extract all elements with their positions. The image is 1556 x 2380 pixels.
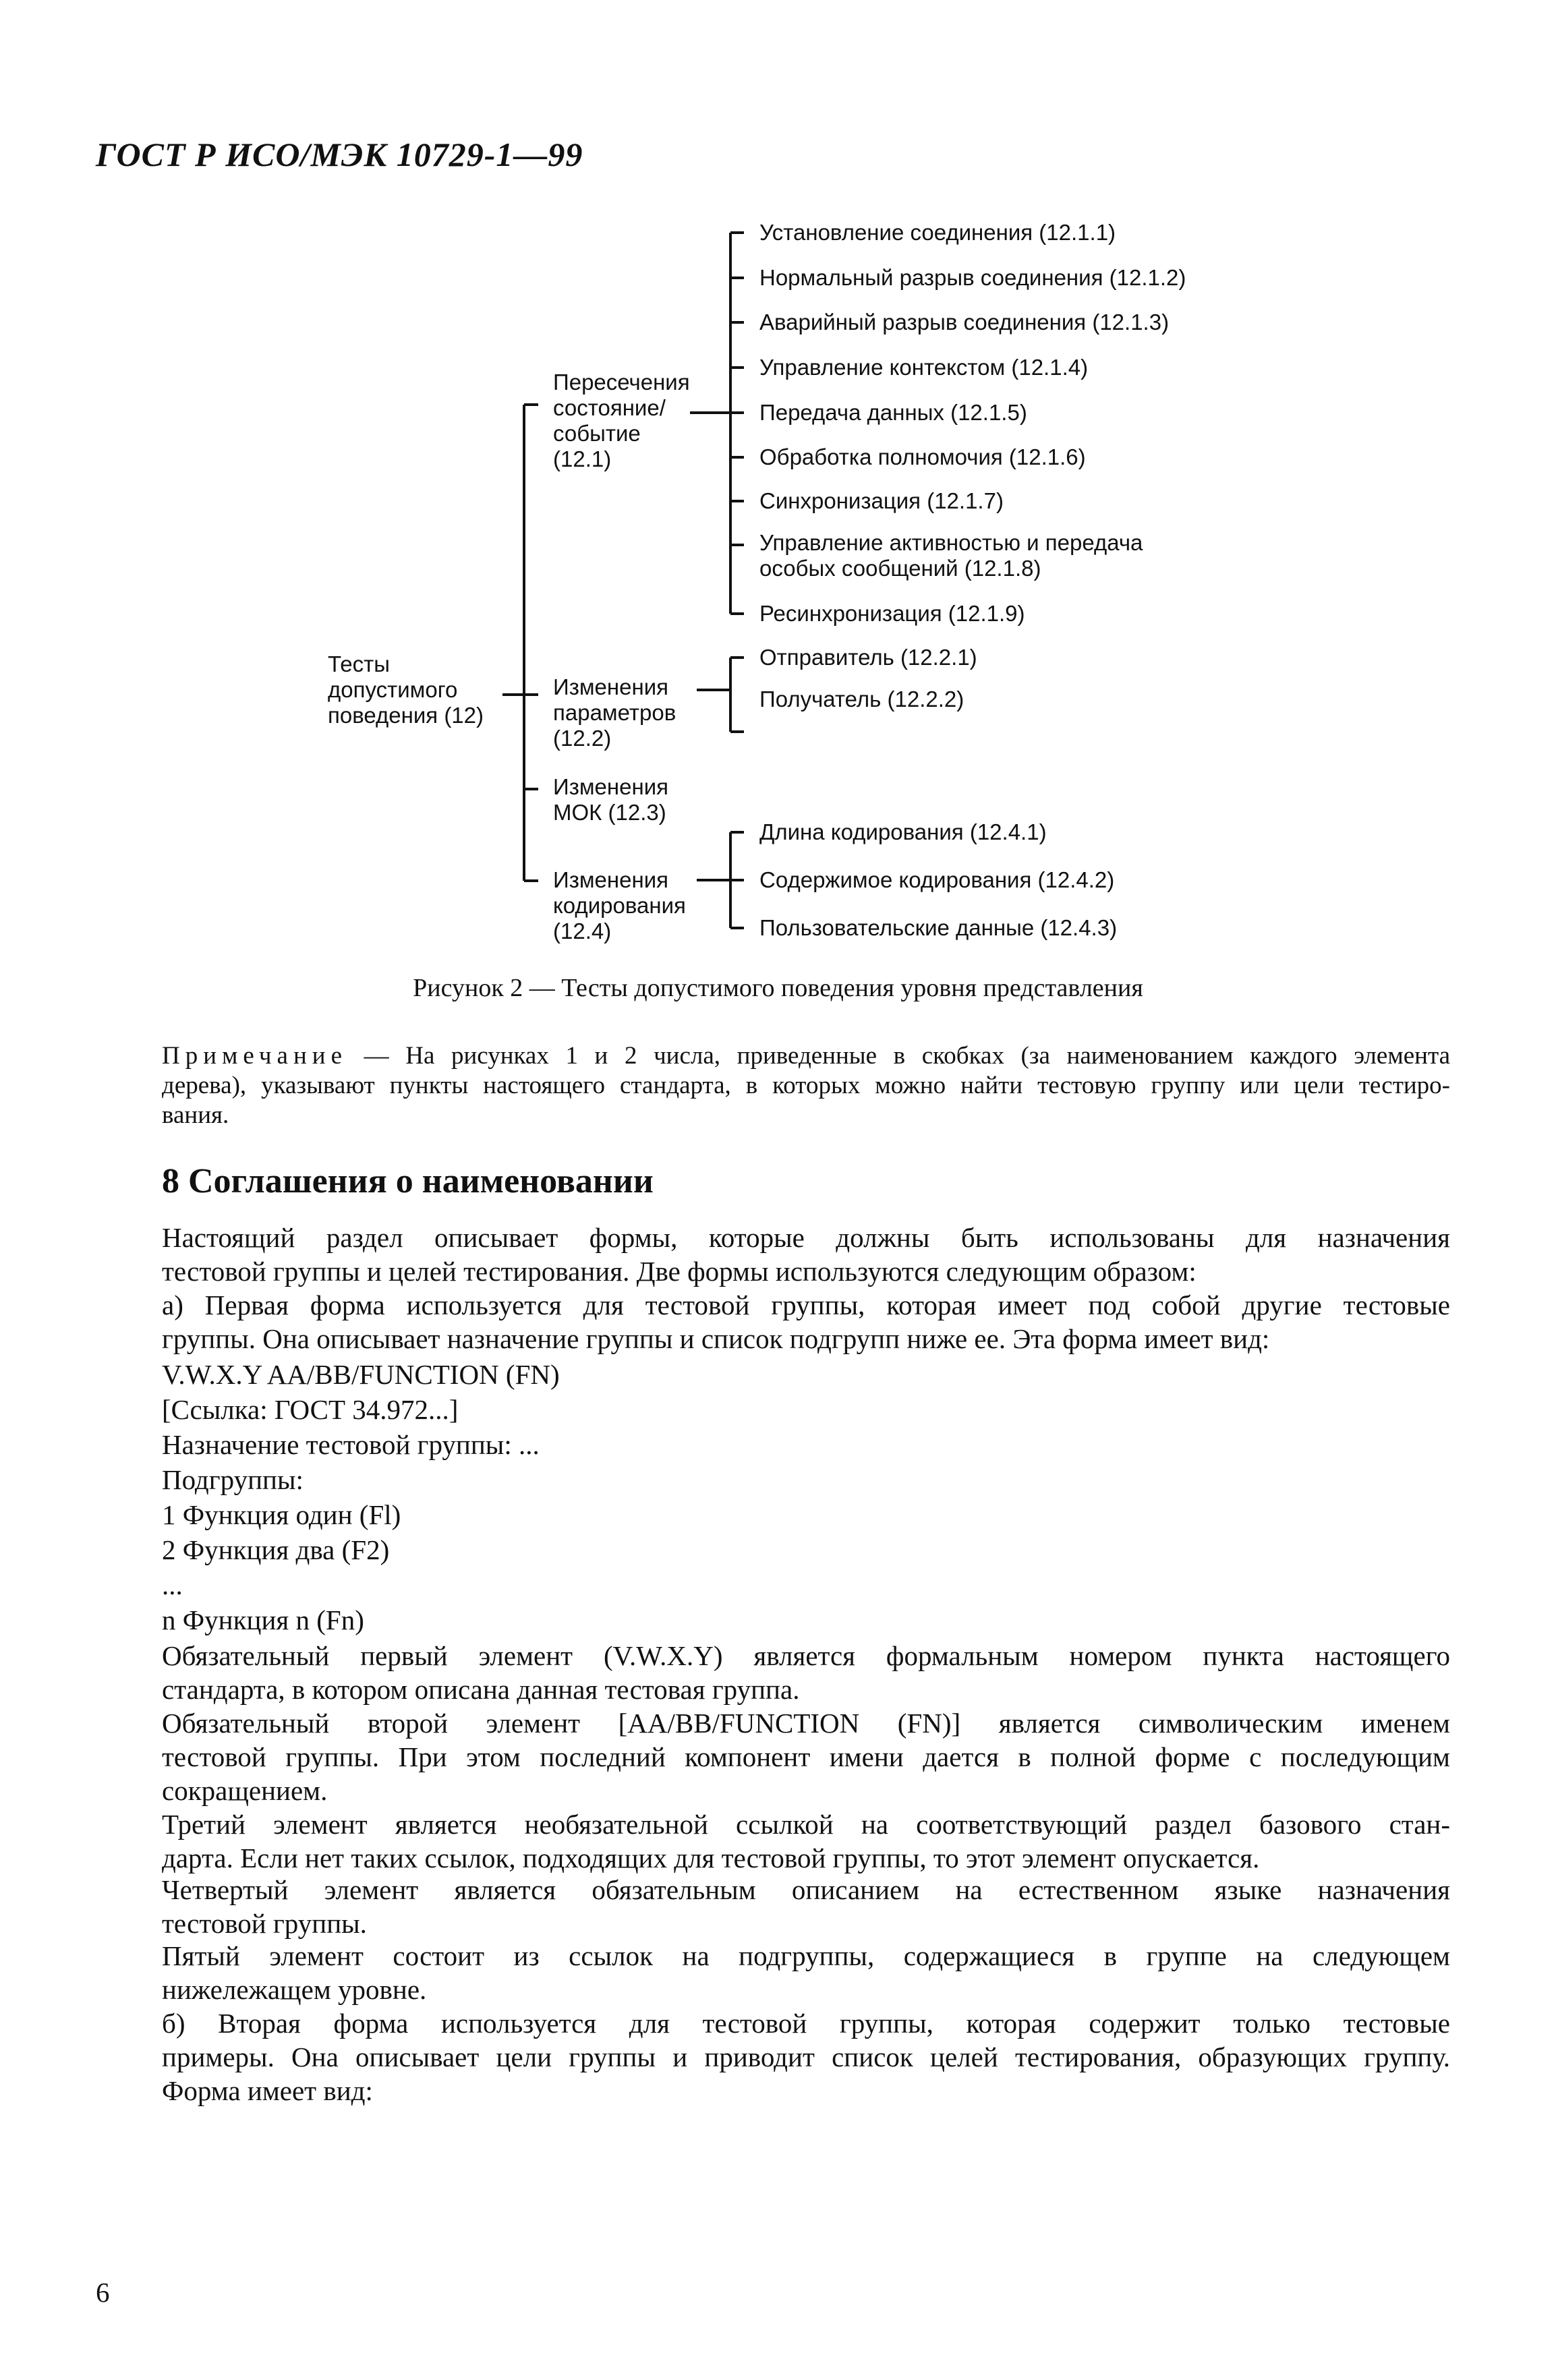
form-line: ... <box>162 1569 183 1600</box>
note-line-1: Примечание — На рисунках 1 и 2 числа, приведенные в скобках (за наименованием каждого элемента <box>162 1042 1451 1070</box>
note-line-2: дерева), указывают пункты настоящего стандарта, в которых можно найти тестовую группу или цели тестиро- <box>162 1072 1450 1099</box>
paragraph-form-b <box>162 2006 1450 2108</box>
tree-node-12-1: Пересечения состояние/ событие (12.1) <box>553 370 690 471</box>
tree-leaf-12-1-6: Обработка полномочия (12.1.6) <box>759 444 1086 469</box>
paragraph-third-element <box>162 1807 1450 1875</box>
tree-leaf-12-1-8: Управление активностью и передача особых сообщений (12.1.8) <box>759 530 1143 581</box>
paragraph-line: тестовой группы. При этом последний компонент имени дается в полной форме с последующим <box>162 1741 1450 1772</box>
paragraph-line: Третий элемент является необязательной ссылкой на соответствующий раздел базового стан- <box>162 1809 1450 1840</box>
document-header: ГОСТ Р ИСО/МЭК 10729-1—99 <box>96 136 583 173</box>
tree-leaf-12-1-9: Ресинхронизация (12.1.9) <box>759 601 1025 626</box>
tree-leaf-12-4-1: Длина кодирования (12.4.1) <box>759 819 1047 844</box>
paragraph-line: дарта. Если нет таких ссылок, подходящих для тестовой группы, то этот элемент опускается. <box>162 1842 1260 1874</box>
tree-leaf-12-1-5: Передача данных (12.1.5) <box>759 400 1027 425</box>
paragraph-line: сокращением. <box>162 1775 328 1806</box>
tree-leaf-12-1-7: Синхронизация (12.1.7) <box>759 488 1004 513</box>
tree-leaf-12-2-2: Получатель (12.2.2) <box>759 687 964 712</box>
paragraph-line: Обязательный второй элемент [AA/BB/FUNCTION (FN)] является символическим именем <box>162 1708 1450 1739</box>
paragraph-line: Обязательный первый элемент (V.W.X.Y) является формальным номером пункта настоящего <box>162 1640 1450 1671</box>
paragraph-line: тестовой группы. <box>162 1908 367 1939</box>
tree-leaf-12-1-4: Управление контекстом (12.1.4) <box>759 355 1089 380</box>
tree-leaf-12-4-2: Содержимое кодирования (12.4.2) <box>759 867 1115 892</box>
form-line: Подгруппы: <box>162 1464 304 1495</box>
paragraph-first-element <box>162 1639 1450 1706</box>
form-line: Назначение тестовой группы: ... <box>162 1429 540 1460</box>
figure-note <box>162 1041 1450 1130</box>
paragraph-line: а) Первая форма используется для тестовой группы, которая имеет под собой другие тестовые <box>162 1289 1450 1320</box>
paragraph-line: Форма имеет вид: <box>162 2075 373 2106</box>
tree-root-node: Тесты допустимого поведения (12) <box>328 651 484 728</box>
paragraph-line: стандарта, в котором описана данная тестовая группа. <box>162 1674 800 1705</box>
paragraph-intro <box>162 1221 1450 1288</box>
form-line: V.W.X.Y AA/BB/FUNCTION (FN) <box>162 1359 560 1390</box>
tree-connector-lines <box>0 0 1556 958</box>
paragraph-line: группы. Она описывает назначение группы и список подгрупп ниже ее. Эта форма имеет вид: <box>162 1323 1270 1354</box>
paragraph-line: Четвертый элемент является обязательным описанием на естественном языке назначения <box>162 1874 1450 1905</box>
tree-leaf-12-4-3: Пользовательские данные (12.4.3) <box>759 915 1118 940</box>
page-number: 6 <box>96 2277 110 2308</box>
paragraph-line: тестовой группы и целей тестирования. Две формы используются следующим образом: <box>162 1256 1197 1287</box>
paragraph-line: б) Вторая форма используется для тестовой группы, которая содержит только тестовые <box>162 2008 1450 2039</box>
form-line: [Ссылка: ГОСТ 34.972...] <box>162 1394 459 1425</box>
figure-caption: Рисунок 2 — Тесты допустимого поведения уровня представления <box>413 974 1143 1002</box>
tree-node-12-4: Изменения кодирования (12.4) <box>553 867 686 944</box>
paragraph-fifth-element <box>162 1939 1450 2006</box>
paragraph-line: нижележащем уровне. <box>162 1974 427 2005</box>
tree-leaf-12-2-1: Отправитель (12.2.1) <box>759 645 977 670</box>
paragraph-second-element <box>162 1706 1450 1807</box>
form-a-template <box>162 1357 560 1637</box>
paragraph-line: примеры. Она описывает цели группы и приводит список целей тестирования, образующих группу. <box>162 2041 1450 2072</box>
tree-leaf-12-1-1: Установление соединения (12.1.1) <box>759 220 1116 245</box>
note-label: Примечание <box>162 1042 347 1070</box>
tree-leaf-12-1-3: Аварийный разрыв соединения (12.1.3) <box>759 310 1170 335</box>
paragraph-line: Настоящий раздел описывает формы, которые должны быть использованы для назначения <box>162 1222 1450 1253</box>
form-line: 2 Функция два (F2) <box>162 1534 390 1565</box>
paragraph-fourth-element <box>162 1873 1450 1940</box>
behavior-tests-tree-figure <box>0 0 1556 958</box>
form-line: n Функция n (Fn) <box>162 1604 364 1635</box>
note-line-3: вания. <box>162 1101 229 1129</box>
tree-leaf-12-1-2: Нормальный разрыв соединения (12.1.2) <box>759 265 1186 290</box>
paragraph-line: Пятый элемент состоит из ссылок на подгруппы, содержащиеся в группе на следующем <box>162 1940 1450 1971</box>
paragraph-form-a <box>162 1288 1450 1356</box>
section-heading: 8 Соглашения о наименовании <box>162 1162 654 1200</box>
form-line: 1 Функция один (Fl) <box>162 1499 401 1530</box>
tree-node-12-3: Изменения МОК (12.3) <box>553 774 668 825</box>
tree-node-12-2: Изменения параметров (12.2) <box>553 674 676 751</box>
